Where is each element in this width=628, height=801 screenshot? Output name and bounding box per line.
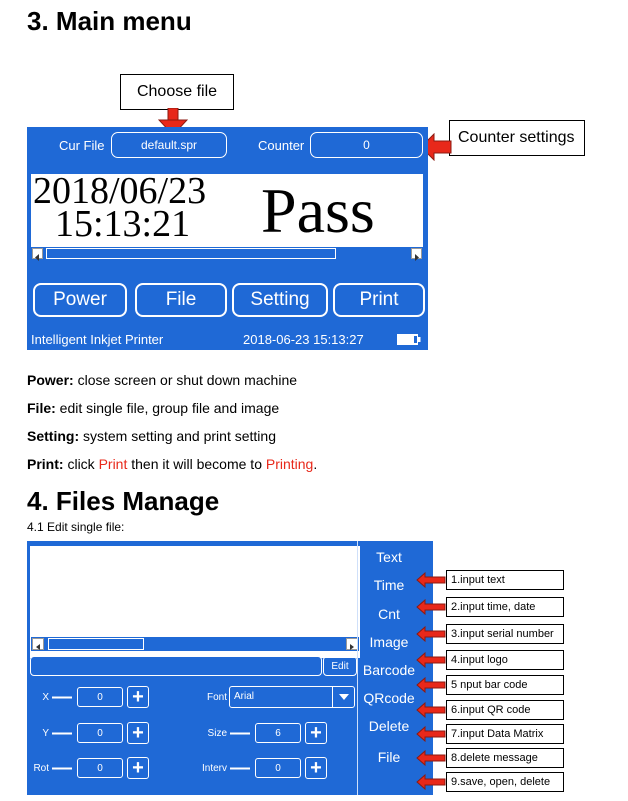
image-button[interactable]: Image [369,634,409,650]
cur-file-field[interactable] [111,132,227,158]
desc-term: Power: [27,372,74,388]
qrcode-button[interactable]: QRcode [363,690,415,706]
plus-icon[interactable]: + [127,686,149,708]
scroll-right-icon [347,642,357,652]
left-arrow-icon [416,599,446,615]
x-value[interactable]: 0 [77,687,123,707]
edit-scrollbar[interactable] [30,636,360,652]
desc-term: Print: [27,456,64,472]
desc-term: File: [27,400,56,416]
counter-settings-callout [449,120,585,156]
text-input[interactable] [30,656,322,676]
left-arrow-icon [416,774,446,790]
minus-icon[interactable]: — [52,685,72,708]
size-value[interactable]: 6 [255,723,301,743]
annotation-box: 6.input QR code [446,700,564,720]
desc-term: Setting: [27,428,80,444]
scroll-right-button[interactable] [411,248,422,259]
left-arrow-icon [416,652,446,668]
file-description [27,400,279,416]
printing-word: Printing [265,456,314,472]
scroll-left-button[interactable] [32,248,43,259]
scroll-left-button[interactable] [32,638,44,650]
print-preview-display [31,174,423,246]
desc-text: system setting and print setting [79,428,276,444]
font-select[interactable] [229,686,355,708]
annotation-box: 9.save, open, delete [446,772,564,792]
annotation-box: 5 nput bar code [446,675,564,695]
annotation-box: 8.delete message [446,748,564,768]
interv-label: Interv [201,763,227,774]
left-arrow-icon [416,726,446,742]
interv-stepper [229,757,327,779]
file-button[interactable]: File [377,749,401,765]
x-stepper [51,686,149,708]
size-label: Size [207,728,227,739]
font-value: Arial [234,691,255,702]
edit-button[interactable]: Edit [323,656,357,676]
power-button[interactable]: Power [33,283,127,317]
section-4-subheading: 4.1 Edit single file: [27,520,125,534]
cnt-button[interactable]: Cnt [378,606,400,622]
edit-file-screen [27,541,433,795]
status-datetime: 2018-06-23 15:13:27 [243,332,364,347]
status-app-name: Intelligent Inkjet Printer [31,332,164,347]
annotation-box: 4.input logo [446,650,564,670]
font-label: Font [206,692,227,703]
rot-label: Rot [33,763,49,774]
preview-date: 2018/06/23 [33,174,207,212]
minus-icon[interactable]: — [230,756,250,779]
main-menu-screen [27,127,428,350]
counter-label: Counter [258,138,305,153]
counter-value: 0 [363,138,370,152]
plus-icon[interactable]: + [305,757,327,779]
left-arrow-icon [416,677,446,693]
y-label: Y [42,728,49,739]
minus-icon[interactable]: — [52,721,72,744]
scroll-left-icon [33,642,43,652]
scroll-right-icon [412,253,421,262]
minus-icon[interactable]: — [52,756,72,779]
annotation-box: 7.input Data Matrix [446,724,564,744]
scroll-thumb[interactable] [46,248,336,259]
print-description [27,456,317,472]
desc-text: close screen or shut down machine [73,372,298,388]
cur-file-label: Cur File [59,138,105,153]
power-description [27,372,297,388]
preview-message: Pass [261,175,375,246]
print-word: Print [98,456,128,472]
desc-text: click [63,456,99,472]
rot-value[interactable]: 0 [77,758,123,778]
size-stepper [229,722,327,744]
plus-icon[interactable]: + [305,722,327,744]
choose-file-callout [120,74,234,110]
preview-time: 15:13:21 [55,203,191,245]
scroll-left-icon [33,253,42,262]
chevron-down-icon[interactable] [332,687,354,707]
preview-scrollbar[interactable] [31,246,423,260]
choose-file-callout-label: Choose file [136,83,218,100]
left-arrow-icon [416,750,446,766]
rot-stepper [51,757,149,779]
delete-button[interactable]: Delete [368,718,410,734]
left-arrow-icon [416,626,446,642]
setting-button[interactable]: Setting [232,283,328,317]
counter-settings-callout-label: Counter settings [458,129,575,146]
annotation-box: 3.input serial number [446,624,564,644]
desc-text: edit single file, group file and image [55,400,280,416]
barcode-button[interactable]: Barcode [362,662,416,678]
print-button[interactable]: Print [333,283,425,317]
left-arrow-icon [416,572,446,588]
setting-description [27,428,276,444]
interv-value[interactable]: 0 [255,758,301,778]
desc-text: then it will become to [127,456,266,472]
counter-field[interactable] [310,132,423,158]
section-3-heading: 3. Main menu [27,6,192,36]
battery-icon [397,334,421,345]
plus-icon[interactable]: + [127,722,149,744]
x-label: X [42,692,49,703]
y-value[interactable]: 0 [77,723,123,743]
y-stepper [51,722,149,744]
left-arrow-icon [416,702,446,718]
text-button[interactable]: Text [376,549,402,565]
divider [357,541,358,795]
desc-text: . [313,456,318,472]
scroll-thumb[interactable] [48,638,144,650]
cur-file-value: default.spr [140,138,198,152]
annotation-box: 2.input time, date [446,597,564,617]
section-4-heading: 4. Files Manage [27,486,220,516]
annotation-box: 1.input text [446,570,564,590]
time-button[interactable]: Time [373,577,405,593]
file-button[interactable]: File [135,283,227,317]
minus-icon[interactable]: — [230,721,250,744]
plus-icon[interactable]: + [127,757,149,779]
